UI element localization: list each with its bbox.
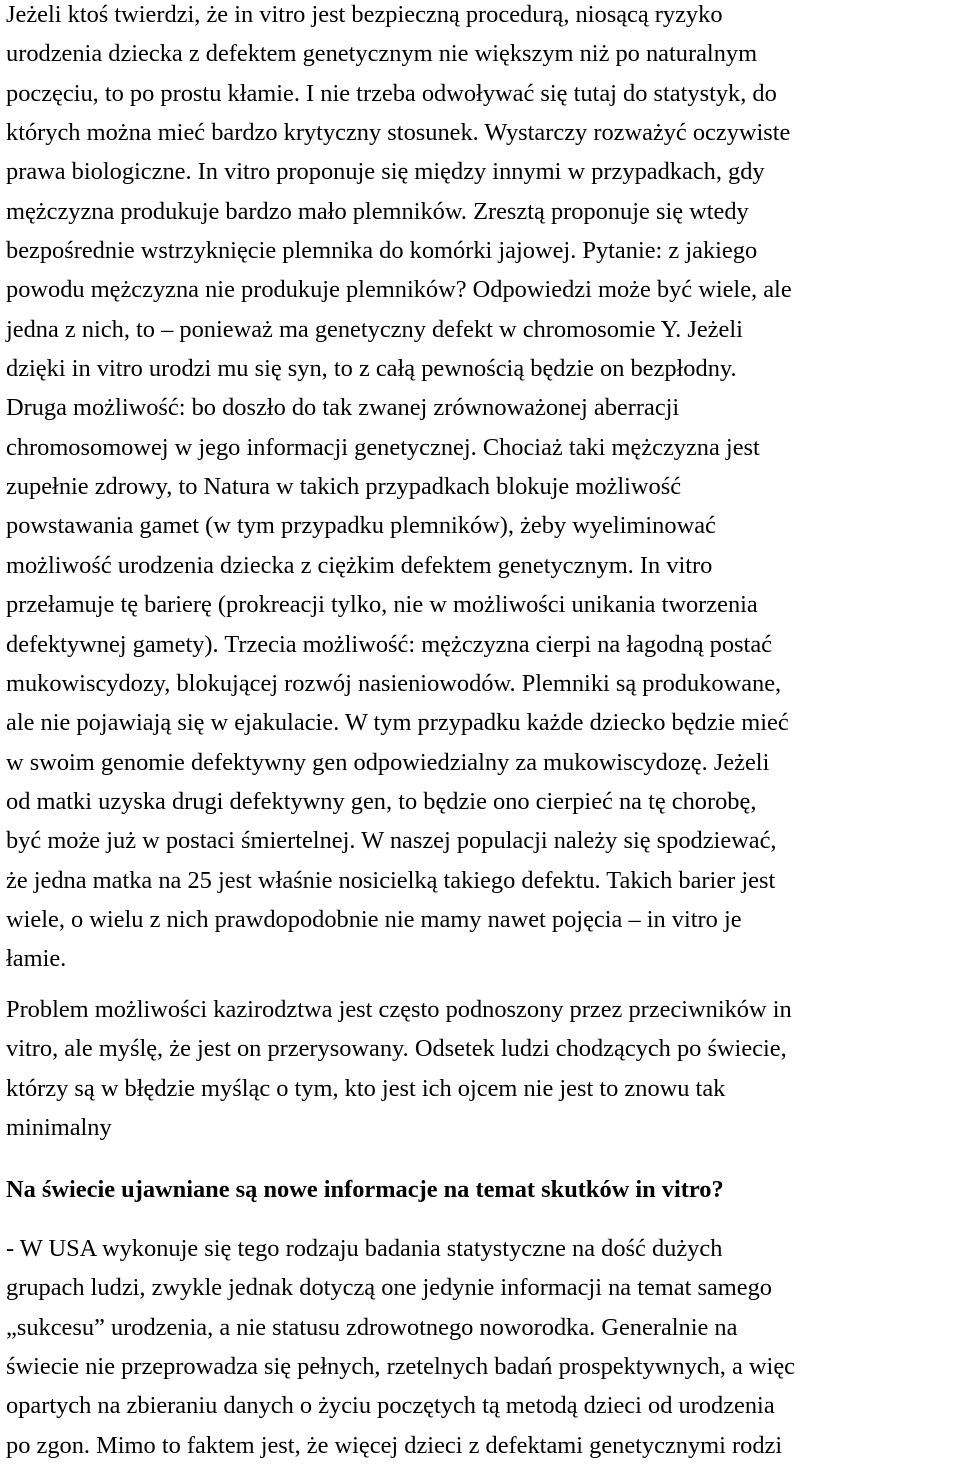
text-line: opartych na zbieraniu danych o życiu poczętych tą metodą dzieci od urodzenia — [6, 1392, 775, 1420]
text-line: świecie nie przeprowadza się pełnych, rzetelnych badań prospektywnych, a więc — [6, 1353, 795, 1381]
text-line: możliwość urodzenia dziecka z ciężkim defektem genetycznym. In vitro — [6, 551, 713, 579]
text-line: mukowiscydozy, blokującej rozwój nasieniowodów. Plemniki są produkowane, — [6, 669, 782, 697]
paragraph-lies-about-safety — [6, 0, 958, 979]
text-line: dzięki in vitro urodzi mu się syn, to z całą pewnością będzie on bezpłodny. — [6, 355, 737, 383]
text-line: że jedna matka na 25 jest właśnie nosicielką takiego defektu. Takich barier jest — [6, 866, 776, 894]
text-line: bezpośrednie wstrzyknięcie plemnika do komórki jajowej. Pytanie: z jakiego — [6, 237, 758, 265]
text-line: po zgon. Mimo to faktem jest, że więcej dzieci z defektami genetycznymi rodzi — [6, 1431, 783, 1459]
text-line: być może już w postaci śmiertelnej. W naszej populacji należy się spodziewać, — [6, 827, 777, 855]
text-line: chromosomowej w jego informacji genetycznej. Chociaż taki mężczyzna jest — [6, 433, 760, 461]
text-line: vitro, ale myślę, że jest on przerysowany. Odsetek ludzi chodzących po świecie, — [6, 1035, 787, 1063]
text-line: zupełnie zdrowy, to Natura w takich przypadkach blokuje możliwość — [6, 473, 682, 501]
text-line: powstawania gamet (w tym przypadku plemników), żeby wyeliminować — [6, 512, 716, 540]
text-line: mężczyzna produkuje bardzo mało plemników. Zresztą proponuje się wtedy — [6, 197, 749, 225]
paragraph-incest-problem — [6, 990, 958, 1147]
text-line: łamie. — [6, 945, 67, 973]
text-line: minimalny — [6, 1114, 112, 1142]
text-line: - W USA wykonuje się tego rodzaju badania statystyczne na dość dużych — [6, 1235, 723, 1262]
text-line: jedna z nich, to – ponieważ ma genetyczny defekt w chromosomie Y. Jeżeli — [6, 315, 743, 343]
text-line: prawa biologiczne. In vitro proponuje się między innymi w przypadkach, gdy — [6, 158, 765, 186]
text-line: defektywnej gamety). Trzecia możliwość: mężczyzna cierpi na łagodną postać — [6, 630, 772, 658]
text-line: poczęciu, to po prostu kłamie. I nie trzeba odwoływać się tutaj do statystyk, do — [6, 79, 777, 107]
text-line: „sukcesu” urodzenia, a nie statusu zdrowotnego noworodka. Generalnie na — [6, 1313, 738, 1341]
question-heading: Na świecie ujawniane są nowe informacje na temat skutków in vitro? — [6, 1176, 724, 1203]
text-line: ale nie pojawiają się w ejakulacie. W tym przypadku każde dziecko będzie mieć — [6, 709, 789, 737]
text-line: przełamuje tę barierę (prokreacji tylko, nie w możliwości unikania tworzenia — [6, 591, 758, 619]
text-line: urodzenia dziecka z defektem genetycznym nie większym niż po naturalnym — [6, 40, 758, 68]
text-line: Problem możliwości kazirodztwa jest często podnoszony przez przeciwników in — [6, 996, 792, 1023]
text-line: w swoim genomie defektywny gen odpowiedzialny za mukowiscydozę. Jeżeli — [6, 748, 770, 776]
paragraph-usa-statistics — [6, 1229, 958, 1465]
text-line: od matki uzyska drugi defektywny gen, to będzie ono cierpieć na tę chorobę, — [6, 787, 757, 815]
text-line: Druga możliwość: bo doszło do tak zwanej zrównoważonej aberracji — [6, 394, 680, 422]
text-line: grupach ludzi, zwykle jednak dotyczą one jedynie informacji na temat samego — [6, 1274, 772, 1302]
text-line: powodu mężczyzna nie produkuje plemników? Odpowiedzi może być wiele, ale — [6, 276, 792, 304]
text-line: którzy są w błędzie myśląc o tym, kto jest ich ojcem nie jest to znowu tak — [6, 1074, 726, 1102]
text-line: Jeżeli ktoś twierdzi, że in vitro jest bezpieczną procedurą, niosącą ryzyko — [6, 1, 723, 28]
text-line: których można mieć bardzo krytyczny stosunek. Wystarczy rozważyć oczywiste — [6, 119, 791, 147]
text-line: wiele, o wielu z nich prawdopodobnie nie mamy nawet pojęcia – in vitro je — [6, 905, 742, 933]
